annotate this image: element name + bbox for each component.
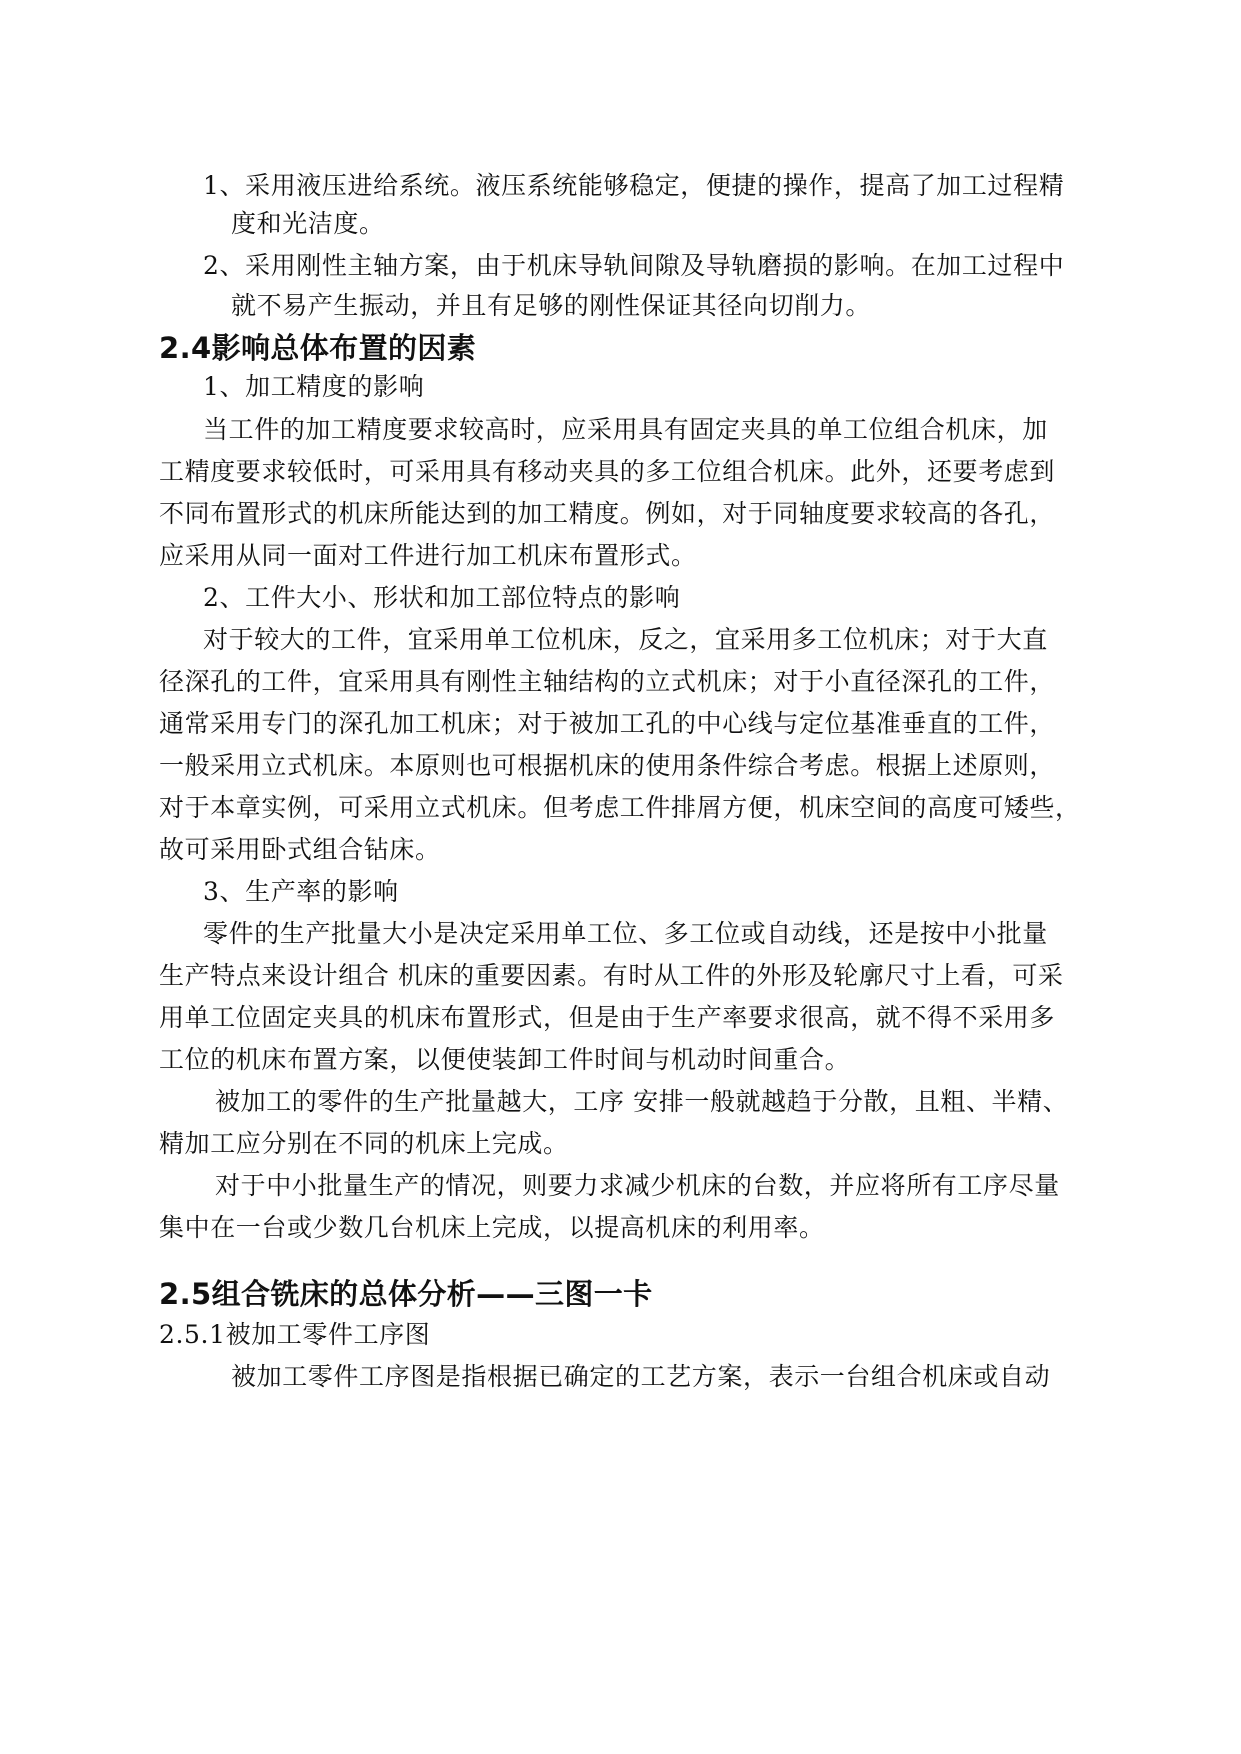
paragraph-line: 当工件的加工精度要求较高时，应采用具有固定夹具的单工位组合机床，加: [203, 415, 1048, 444]
paragraph-line: 径深孔的工件，宜采用具有刚性主轴结构的立式机床；对于小直径深孔的工件，: [159, 667, 1056, 696]
list-item-2-line-2: 就不易产生振动，并且有足够的刚性保证其径向切削力。: [231, 291, 872, 320]
paragraph-line: 用单工位固定夹具的机床布置形式，但是由于生产率要求很高，就不得不采用多: [159, 1003, 1056, 1032]
paragraph-line: 被加工的零件的生产批量越大，工序 安排一般就越趋于分散，且粗、半精、: [215, 1087, 1069, 1116]
paragraph-line: 工精度要求较低时，可采用具有移动夹具的多工位组合机床。此外，还要考虑到: [159, 457, 1056, 486]
paragraph-line: 对于较大的工件，宜采用单工位机床，反之，宜采用多工位机床；对于大直: [203, 625, 1048, 654]
subsection-title-precision: 1、加工精度的影响: [203, 372, 425, 401]
list-item-1-line-1: 1、采用液压进给系统。液压系统能够稳定，便捷的操作，提高了加工过程精: [203, 171, 1065, 200]
paragraph-line: 工位的机床布置方案，以便使装卸工件时间与机动时间重合。: [159, 1045, 851, 1074]
subsection-heading-2-5-1: 2.5.1被加工零件工序图: [159, 1320, 431, 1349]
paragraph-line: 对于中小批量生产的情况，则要力求减少机床的台数，并应将所有工序尽量: [215, 1171, 1060, 1200]
paragraph-line: 应采用从同一面对工件进行加工机床布置形式。: [159, 541, 697, 570]
paragraph-line: 精加工应分别在不同的机床上完成。: [159, 1129, 569, 1158]
paragraph-line: 故可采用卧式组合钻床。: [159, 835, 441, 864]
list-item-2-line-1: 2、采用刚性主轴方案，由于机床导轨间隙及导轨磨损的影响。在加工过程中: [203, 251, 1065, 280]
paragraph-line: 零件的生产批量大小是决定采用单工位、多工位或自动线，还是按中小批量: [203, 919, 1048, 948]
paragraph-line: 一般采用立式机床。本原则也可根据机床的使用条件综合考虑。根据上述原则，: [159, 751, 1056, 780]
subsection-title-workpiece: 2、工件大小、形状和加工部位特点的影响: [203, 583, 681, 612]
paragraph-line: 集中在一台或少数几台机床上完成，以提高机床的利用率。: [159, 1213, 825, 1242]
paragraph-line: 被加工零件工序图是指根据已确定的工艺方案，表示一台组合机床或自动: [231, 1362, 1051, 1391]
section-heading-2-5: 2.5组合铣床的总体分析——三图一卡: [159, 1277, 653, 1311]
list-item-1-line-2: 度和光洁度。: [231, 209, 385, 238]
paragraph-line: 对于本章实例，可采用立式机床。但考虑工件排屑方便，机床空间的高度可矮些，: [159, 793, 1081, 822]
paragraph-line: 通常采用专门的深孔加工机床；对于被加工孔的中心线与定位基准垂直的工件，: [159, 709, 1056, 738]
subsection-title-productivity: 3、生产率的影响: [203, 877, 399, 906]
section-heading-2-4: 2.4影响总体布置的因素: [159, 331, 477, 365]
paragraph-line: 不同布置形式的机床所能达到的加工精度。例如，对于同轴度要求较高的各孔，: [159, 499, 1056, 528]
paragraph-line: 生产特点来设计组合 机床的重要因素。有时从工件的外形及轮廓尺寸上看，可采: [159, 961, 1064, 990]
